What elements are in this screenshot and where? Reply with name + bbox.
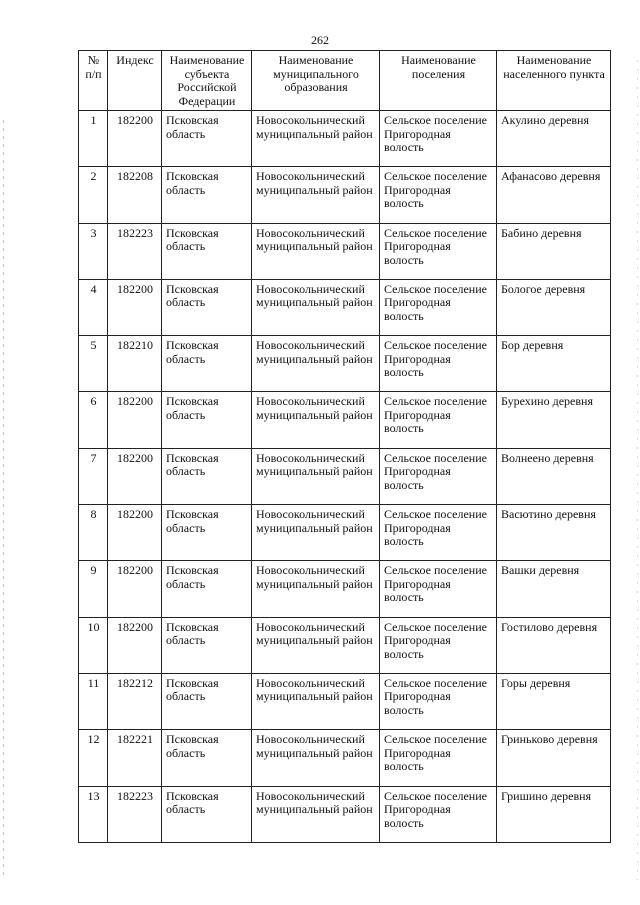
postal-index-cell: 182212: [108, 673, 162, 729]
postal-index-cell: 182200: [108, 392, 162, 448]
row-number-cell: 7: [79, 448, 108, 504]
postal-index-cell: 182200: [108, 561, 162, 617]
postal-index-cell: 182221: [108, 730, 162, 786]
settlement-cell: Сельское поселение Пригородная волость: [380, 111, 497, 167]
settlement-cell: Сельское поселение Пригородная волость: [380, 505, 497, 561]
locality-cell: Гостилово деревня: [497, 617, 611, 673]
federal-subject-cell: Псковская область: [162, 786, 252, 842]
row-number-cell: 12: [79, 730, 108, 786]
municipality-cell: Новосокольнический муниципальный район: [252, 786, 380, 842]
header-row: [79, 51, 611, 111]
postal-index-cell: 182208: [108, 167, 162, 223]
municipality-cell: Новосокольнический муниципальный район: [252, 111, 380, 167]
postal-index-cell: 182223: [108, 786, 162, 842]
table-row: [79, 673, 611, 729]
row-number-cell: 13: [79, 786, 108, 842]
table-row: [79, 448, 611, 504]
municipality-cell: Новосокольнический муниципальный район: [252, 617, 380, 673]
federal-subject-cell: Псковская область: [162, 673, 252, 729]
locality-cell: Бурехино деревня: [497, 392, 611, 448]
row-number-cell: 10: [79, 617, 108, 673]
settlement-cell: Сельское поселение Пригородная волость: [380, 617, 497, 673]
locality-cell: Гришино деревня: [497, 786, 611, 842]
postal-index-cell: 182200: [108, 617, 162, 673]
row-number-cell: 9: [79, 561, 108, 617]
federal-subject-cell: Псковская область: [162, 336, 252, 392]
federal-subject-cell: Псковская область: [162, 505, 252, 561]
settlements-table: [78, 50, 611, 843]
row-number-cell: 1: [79, 111, 108, 167]
municipality-cell: Новосокольнический муниципальный район: [252, 673, 380, 729]
settlement-cell: Сельское поселение Пригородная волость: [380, 336, 497, 392]
municipality-cell: Новосокольнический муниципальный район: [252, 167, 380, 223]
scan-edge-right: [637, 60, 638, 880]
federal-subject-cell: Псковская область: [162, 167, 252, 223]
locality-cell: Вашки деревня: [497, 561, 611, 617]
row-number-cell: 11: [79, 673, 108, 729]
municipality-cell: Новосокольнический муниципальный район: [252, 392, 380, 448]
header-federal-subject: Наименование субъекта Российской Федерации: [162, 51, 252, 111]
postal-index-cell: 182200: [108, 505, 162, 561]
federal-subject-cell: Псковская область: [162, 279, 252, 335]
settlement-cell: Сельское поселение Пригородная волость: [380, 167, 497, 223]
locality-cell: Акулино деревня: [497, 111, 611, 167]
locality-cell: Бабино деревня: [497, 223, 611, 279]
settlement-cell: Сельское поселение Пригородная волость: [380, 561, 497, 617]
header-postal-index: Индекс: [108, 51, 162, 111]
header-municipality: Наименование муниципального образования: [252, 51, 380, 111]
row-number-cell: 3: [79, 223, 108, 279]
locality-cell: Бологое деревня: [497, 279, 611, 335]
header-row-number: № п/п: [79, 51, 108, 111]
table-row: [79, 505, 611, 561]
federal-subject-cell: Псковская область: [162, 111, 252, 167]
locality-cell: Васютино деревня: [497, 505, 611, 561]
locality-cell: Гриньково деревня: [497, 730, 611, 786]
table-header: [79, 51, 611, 111]
municipality-cell: Новосокольнический муниципальный район: [252, 336, 380, 392]
postal-index-cell: 182200: [108, 111, 162, 167]
locality-cell: Бор деревня: [497, 336, 611, 392]
municipality-cell: Новосокольнический муниципальный район: [252, 223, 380, 279]
postal-index-cell: 182200: [108, 279, 162, 335]
table-row: [79, 561, 611, 617]
settlement-cell: Сельское поселение Пригородная волость: [380, 392, 497, 448]
postal-index-cell: 182223: [108, 223, 162, 279]
settlement-cell: Сельское поселение Пригородная волость: [380, 223, 497, 279]
table-row: [79, 223, 611, 279]
postal-index-cell: 182200: [108, 448, 162, 504]
row-number-cell: 6: [79, 392, 108, 448]
settlement-cell: Сельское поселение Пригородная волость: [380, 786, 497, 842]
federal-subject-cell: Псковская область: [162, 392, 252, 448]
federal-subject-cell: Псковская область: [162, 617, 252, 673]
locality-cell: Афанасово деревня: [497, 167, 611, 223]
table-row: [79, 392, 611, 448]
table-body: [79, 111, 611, 843]
header-settlement: Наименование поселения: [380, 51, 497, 111]
page-number: 262: [311, 33, 329, 47]
table-row: [79, 111, 611, 167]
federal-subject-cell: Псковская область: [162, 223, 252, 279]
scan-edge-left: [3, 120, 4, 880]
municipality-cell: Новосокольнический муниципальный район: [252, 730, 380, 786]
settlement-cell: Сельское поселение Пригородная волость: [380, 730, 497, 786]
federal-subject-cell: Псковская область: [162, 448, 252, 504]
settlement-cell: Сельское поселение Пригородная волость: [380, 673, 497, 729]
row-number-cell: 5: [79, 336, 108, 392]
locality-cell: Волнеено деревня: [497, 448, 611, 504]
table-row: [79, 336, 611, 392]
municipality-cell: Новосокольнический муниципальный район: [252, 448, 380, 504]
municipality-cell: Новосокольнический муниципальный район: [252, 279, 380, 335]
settlement-cell: Сельское поселение Пригородная волость: [380, 448, 497, 504]
municipality-cell: Новосокольнический муниципальный район: [252, 561, 380, 617]
postal-index-cell: 182210: [108, 336, 162, 392]
locality-cell: Горы деревня: [497, 673, 611, 729]
row-number-cell: 2: [79, 167, 108, 223]
federal-subject-cell: Псковская область: [162, 730, 252, 786]
header-locality: Наименование населенного пункта: [497, 51, 611, 111]
table-row: [79, 786, 611, 842]
federal-subject-cell: Псковская область: [162, 561, 252, 617]
municipality-cell: Новосокольнический муниципальный район: [252, 505, 380, 561]
row-number-cell: 4: [79, 279, 108, 335]
settlement-cell: Сельское поселение Пригородная волость: [380, 279, 497, 335]
table-row: [79, 730, 611, 786]
table-row: [79, 617, 611, 673]
table-row: [79, 167, 611, 223]
table-row: [79, 279, 611, 335]
row-number-cell: 8: [79, 505, 108, 561]
